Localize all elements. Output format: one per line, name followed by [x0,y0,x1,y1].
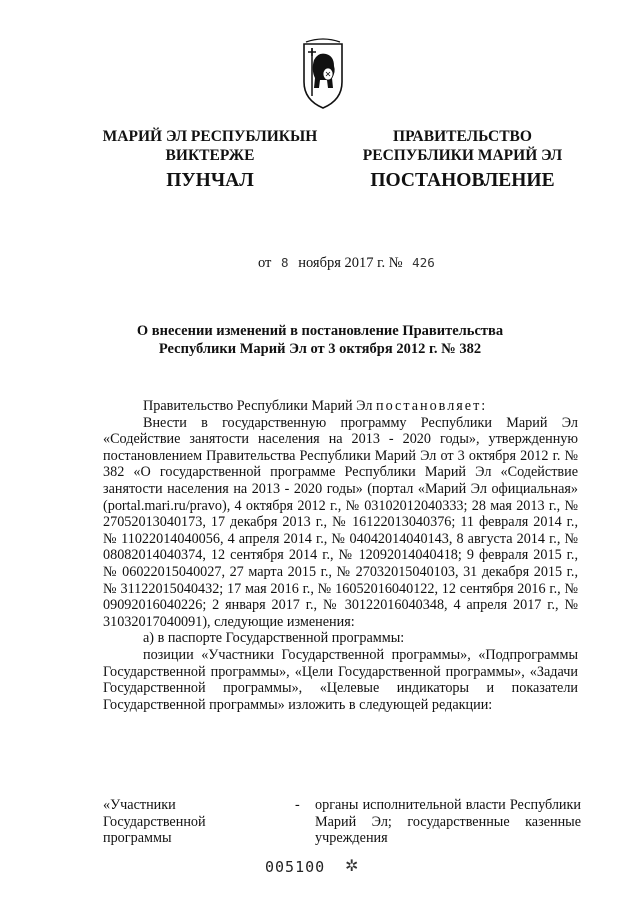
passport-row-value: органы исполнительной власти Республики Марий Эл; государственные казенные учреждения [315,797,581,847]
footer-asterisk-mark: ✲ [345,858,359,875]
document-dateline [258,255,441,272]
document-title-line2: Республики Марий Эл от 3 октября 2012 г. № 382 [158,341,482,357]
issuer-russian-line1: ПРАВИТЕЛЬСТВО [393,128,532,145]
issuer-mari-line1: МАРИЙ ЭЛ РЕСПУБЛИКЫН [102,128,318,145]
paragraph-main-amendment: Внести в государственную программу Республики Марий Эл «Содействие занятости населения на 2013 - 2020 годы», утвержденную постановлением Правительства Республики Марий Эл от 3 октября 2012 г. № 382 «О государственной программе Республики Марий Эл «Содействие занятости населения на 2013 - 2020 годы» (портал «Марий Эл официальная» (portal.mari.ru/pravo), 4 октября 2012 г., № 03102012040333; 28 мая 2013 г., № 27052013040173, 17 декабря 2013 г., № 16122013040376; 11 февраля 2014 г., № 11022014040056, 4 апреля 2014 г., № 04042014040143, 8 августа 2014 г., № 08082014040374, 12 сентября 2014 г., № 12092014040418; 9 февраля 2015 г., № 06022015040027, 27 марта 2015 г., № 27032015040103, 31 декабря 2015 г., № 31122015040432; 17 мая 2016 г., № 16052016040122, 12 сентября 2016 г., № 09092016040226; 2 января 2017 г., № 30122016040348, 4 апреля 2017 г., № 31032017040091), следующие изменения: [103,414,578,630]
paragraph-positions: позиции «Участники Государственной программы», «Подпрограммы Государственной программы», «Цели Государственной программы», «Задачи Государственной программы», «Целевые индикаторы и показатели Государственной программы» изложить в следующей редакции: [103,646,578,713]
issuer-russian-line2: РЕСПУБЛИКИ МАРИЙ ЭЛ [362,147,563,164]
dateline-prefix: от [258,255,272,271]
passport-row-label-line3: программы [103,830,172,847]
passport-row-dash: - [295,797,300,813]
passport-row-label [103,797,283,847]
dateline-number: 426 [412,255,435,270]
resolution-lead [103,398,578,415]
issuer-mari-heading [95,127,325,165]
passport-row-label-line2: Государственной [103,813,206,830]
dateline-day: 8 [281,255,289,270]
document-kind-mari: ПУНЧАЛ [166,170,254,191]
resolution-lead-verb: постановляет: [375,398,488,414]
coat-of-arms-emblem [300,38,346,110]
dateline-month-year: ноября 2017 г. № [298,255,403,271]
paragraph-item-a: а) в паспорте Государственной программы: [143,630,405,647]
document-title [90,322,550,358]
resolution-lead-text: Правительство Республики Марий Эл [143,398,373,414]
document-body [103,398,578,713]
document-kind-russian: ПОСТАНОВЛЕНИЕ [370,170,555,191]
passport-row-label-line1: «Участники [103,797,176,813]
issuer-russian-heading [345,127,580,165]
issuer-mari-line2: ВИКТЕРЖЕ [165,147,255,164]
serial-number: 005100 [265,858,326,876]
document-title-line1: О внесении изменений в постановление Правительства [136,323,504,339]
